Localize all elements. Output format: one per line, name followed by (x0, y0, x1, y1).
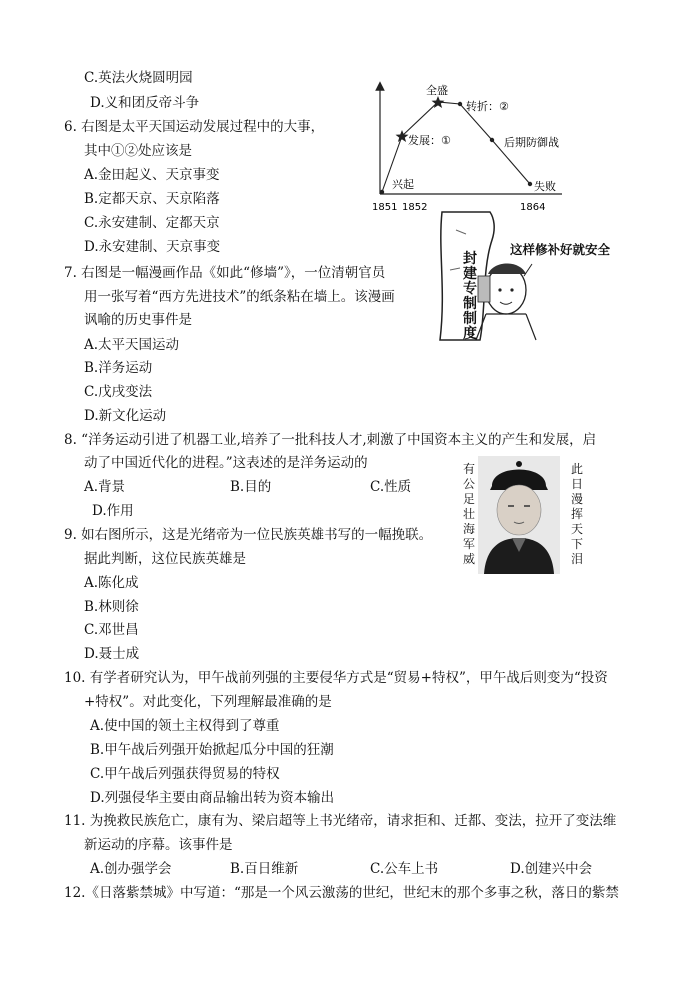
q6-stem-line1: 6. 右图是太平天国运动发展过程中的大事， (64, 119, 325, 135)
tick-1852: 1852 (402, 202, 428, 213)
q8-option-d: D.作用 (92, 503, 134, 519)
wall-char: 封 (463, 251, 477, 267)
couplet-char: 海 (462, 522, 475, 536)
couplet-char: 公 (462, 477, 475, 491)
tick-1851: 1851 (372, 202, 398, 213)
q8-option-a: A.背景 (84, 479, 126, 495)
taiping-timeline-chart (362, 80, 574, 216)
q9-option-d: D.聂士成 (84, 646, 140, 662)
q10-stem-line1: 10. 有学者研究认为，甲午战前列强的主要侵华方式是“贸易+特权”，甲午战后则变为“投资 (64, 670, 608, 686)
q9-stem-line1: 9. 如右图所示，这是光绪帝为一位民族英雄书写的一幅挽联。 (64, 527, 433, 543)
q8-option-c: C.性质 (370, 479, 412, 495)
q7-option-c: C.戊戌变法 (84, 384, 153, 400)
q10-option-a: A.使中国的领土主权得到了尊重 (90, 718, 280, 734)
q9-option-b: B.林则徐 (84, 599, 139, 615)
q10-option-b: B.甲午战后列强开始掀起瓜分中国的狂潮 (90, 742, 334, 758)
q10-option-c: C.甲午战后列强获得贸易的特权 (90, 766, 280, 782)
wall-char: 制 (463, 311, 477, 327)
label-rise: 兴起 (392, 178, 414, 191)
q7-option-d: D.新文化运动 (84, 408, 167, 424)
q6-option-c: C.永安建制、定都天京 (84, 215, 220, 231)
couplet-char: 有 (462, 462, 475, 476)
label-develop: 发展：① (408, 134, 451, 147)
couplet-char: 天 (570, 522, 583, 536)
couplet-char: 军 (462, 537, 475, 551)
q10-option-d: D.列强侵华主要由商品输出转为资本输出 (90, 790, 335, 806)
couplet-portrait (458, 456, 588, 574)
q7-stem-line3: 讽喻的历史事件是 (84, 312, 192, 328)
q9-stem-line2: 据此判断，这位民族英雄是 (84, 551, 246, 567)
cartoon-speech-text: 这样修补好就安全 (510, 242, 611, 257)
couplet-char: 此 (570, 462, 583, 476)
q7-option-a: A.太平天国运动 (84, 337, 180, 353)
couplet-char: 日 (570, 477, 583, 491)
q8-option-b: B.目的 (230, 479, 272, 495)
q7-stem-line1: 7. 右图是一幅漫画作品《如此“修墙”》，一位清朝官员 (64, 265, 386, 281)
q6-stem-line2: 其中①②处应该是 (84, 143, 192, 159)
q11-option-b: B.百日维新 (230, 861, 299, 877)
label-turning: 转折：② (466, 100, 509, 113)
q9-option-a: A.陈化成 (84, 575, 139, 591)
q6-option-b: B.定都天京、天京陷落 (84, 191, 220, 207)
q6-option-d: D.永安建制、天京事变 (84, 239, 221, 255)
point-late-defense (490, 138, 494, 142)
q6-option-a: A.金田起义、天京事变 (84, 167, 220, 183)
couplet-left (462, 462, 476, 567)
couplet-char: 威 (462, 552, 475, 566)
tick-1864: 1864 (520, 202, 546, 213)
couplet-right (570, 462, 584, 567)
q11-option-d: D.创建兴中会 (510, 861, 593, 877)
couplet-char: 漫 (570, 492, 583, 506)
q5-option-d: D.义和团反帝斗争 (90, 95, 200, 111)
label-late-defense: 后期防御战 (504, 136, 559, 149)
couplet-char: 泪 (570, 552, 583, 566)
q8-stem-line2: 动了中国近代化的进程。”这表述的是洋务运动的 (84, 455, 368, 471)
label-failure: 失败 (534, 180, 556, 193)
label-peak: 全盛 (426, 84, 448, 97)
couplet-char: 挥 (570, 507, 583, 521)
couplet-char: 下 (570, 537, 583, 551)
portrait-photo (478, 456, 560, 574)
q11-option-c: C.公车上书 (370, 861, 439, 877)
q5-option-c: C.英法火烧圆明园 (84, 70, 193, 86)
q10-stem-line2: +特权”。对此变化，下列理解最准确的是 (84, 694, 332, 710)
q7-option-b: B.洋务运动 (84, 360, 153, 376)
q8-stem-line1: 8. “洋务运动引进了机器工业,培养了一批科技人才,刺激了中国资本主义的产生和发展，启 (64, 432, 597, 448)
couplet-char: 足 (462, 492, 475, 506)
wall-char: 专 (463, 281, 477, 297)
wall-char: 度 (463, 326, 477, 342)
cartoon-wall-label (462, 252, 478, 342)
couplet-char: 壮 (462, 507, 475, 521)
wall-repair-cartoon (436, 210, 622, 342)
q9-option-c: C.邓世昌 (84, 622, 139, 638)
q11-stem-line2: 新运动的序幕。该事件是 (84, 837, 233, 853)
point-rise (380, 190, 384, 194)
q7-stem-line2: 用一张写着“西方先进技术”的纸条粘在墙上。该漫画 (84, 289, 395, 305)
q12-stem-line1: 12.《日落紫禁城》中写道：“那是一个风云激荡的世纪，世纪末的那个多事之秋，落日的紫禁 (64, 885, 619, 901)
wall-char: 制 (463, 296, 477, 312)
point-turning (458, 102, 462, 106)
q11-stem-line1: 11. 为挽救民族危亡，康有为、梁启超等上书光绪帝，请求拒和、迁都、变法，拉开了变法维 (64, 813, 617, 829)
wall-char: 建 (463, 266, 477, 282)
point-failure (528, 182, 532, 186)
q11-option-a: A.创办强学会 (90, 861, 172, 877)
